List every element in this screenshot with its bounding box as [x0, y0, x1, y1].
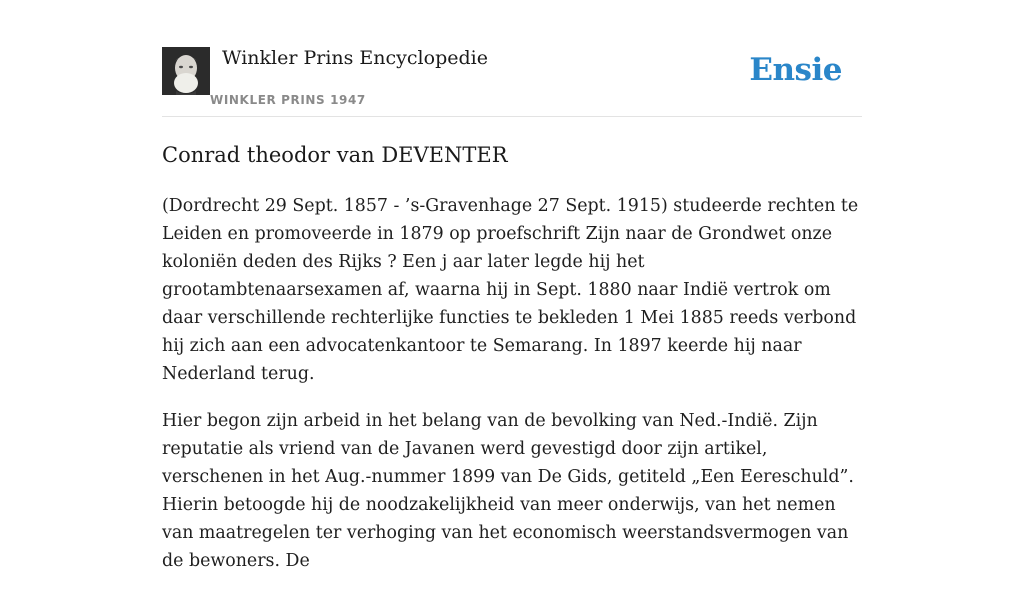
- source-header: [162, 46, 862, 117]
- portrait-avatar-icon[interactable]: [162, 47, 210, 95]
- article-title: Conrad theodor van DEVENTER: [162, 143, 508, 167]
- article-body: [162, 192, 866, 594]
- source-subtitle: WINKLER PRINS 1947: [210, 93, 366, 107]
- article-paragraph: (Dordrecht 29 Sept. 1857 - ’s-Gravenhage 27 Sept. 1915) studeerde rechten te Leiden en promoveerde in 1879 op proefschrift Zijn naar de Grondwet onze koloniën deden des Rijks ? Een j aar later legde hij het grootambtenaarsexamen af, waarna hij in Sept. 1880 naar Indië vertrok om daar verschillende rechterlijke functies te bekleden 1 Mei 1885 reeds verbond hij zich aan een advocatenkantoor te Semarang. In 1897 keerde hij naar Nederland terug.: [162, 196, 859, 384]
- brand-logo[interactable]: Ensie: [749, 52, 842, 88]
- article-paragraph: Hier begon zijn arbeid in het belang van de bevolking van Ned.-Indië. Zijn reputatie als vriend van de Javanen werd gevestigd door zijn artikel, verschenen in het Aug.-nummer 1899 van De Gids, getiteld „Een Eereschuld”. Hierin betoogde hij de noodzakelijkheid van meer onderwijs, van het nemen van maatregelen ter verhoging van het economisch weerstandsvermogen van de bewoners. De: [162, 411, 854, 571]
- source-title[interactable]: Winkler Prins Encyclopedie: [222, 47, 488, 69]
